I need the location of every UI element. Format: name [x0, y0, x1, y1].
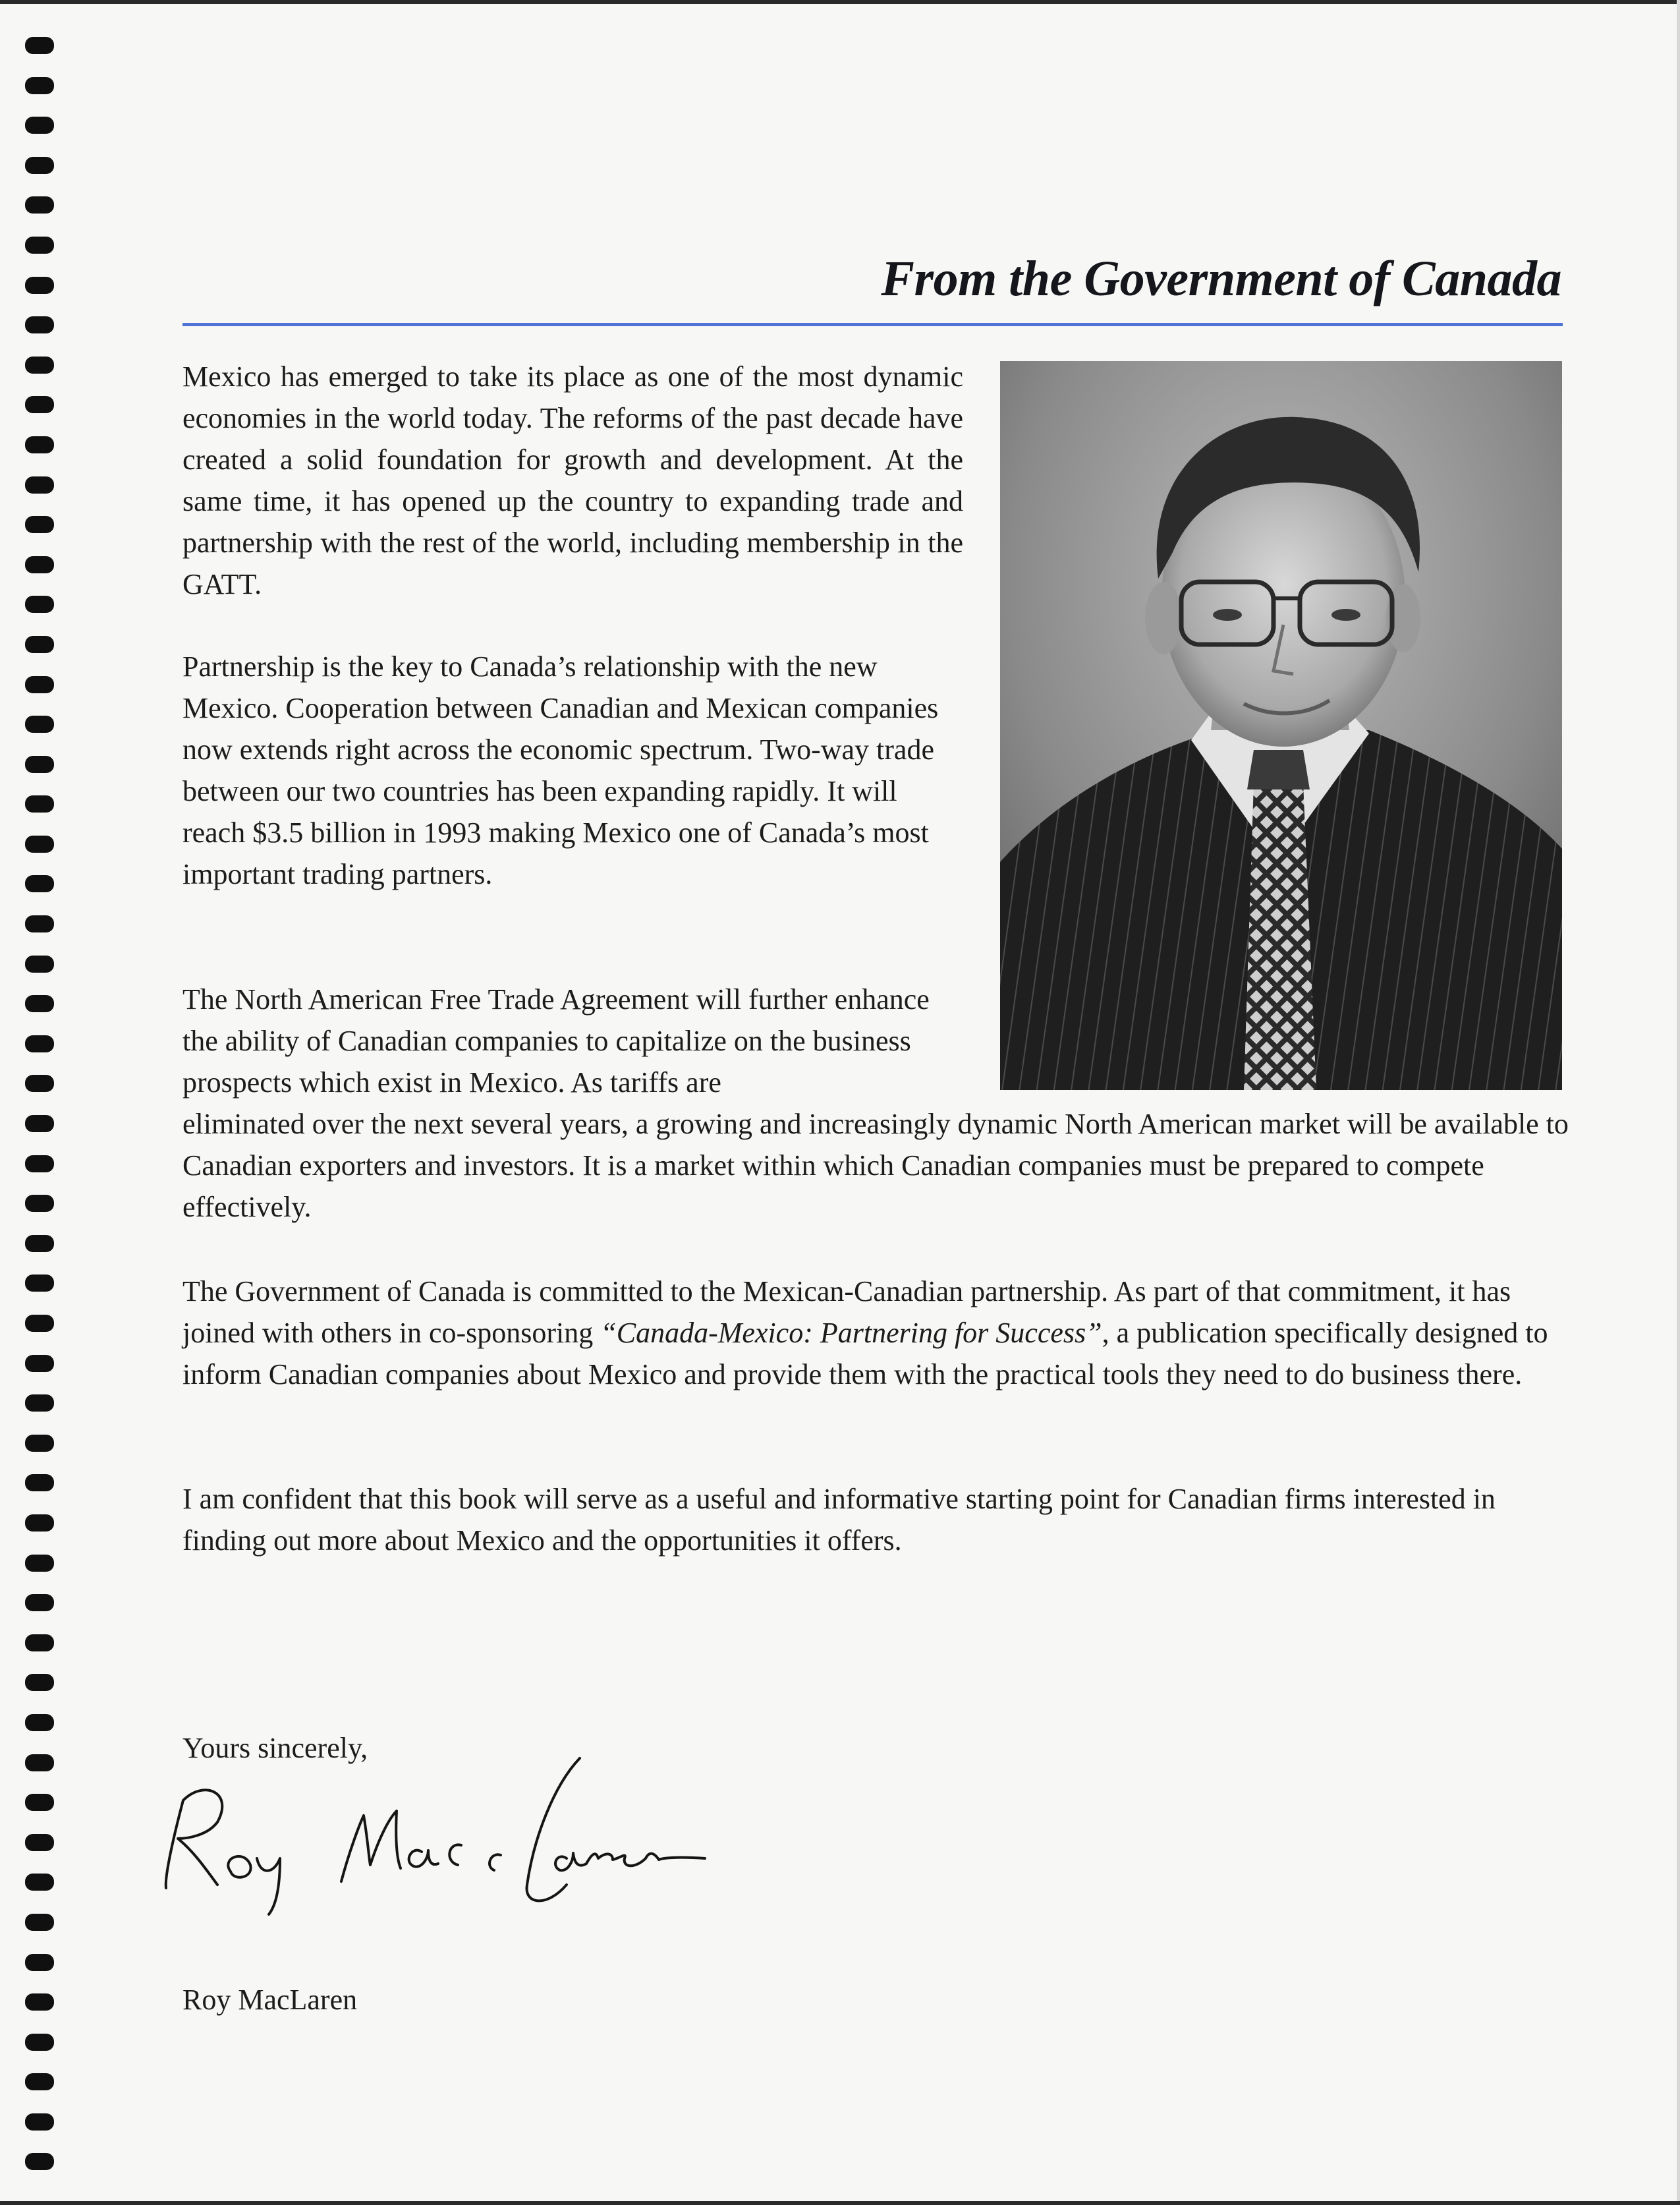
binding-hole [25, 2034, 54, 2051]
binding-hole [25, 556, 54, 573]
binding-hole [25, 1555, 54, 1572]
binding-hole [25, 875, 54, 892]
binding-hole [25, 795, 54, 813]
binding-hole [25, 1155, 54, 1172]
binding-hole [25, 396, 54, 413]
binding-hole [25, 476, 54, 494]
binding-hole [25, 2073, 54, 2090]
binding-hole [25, 636, 54, 653]
binding-hole [25, 995, 54, 1012]
binding-hole [25, 157, 54, 174]
binding-hole [25, 956, 54, 973]
binding-hole [25, 277, 54, 294]
binding-hole [25, 1394, 54, 1412]
title-divider [182, 323, 1563, 326]
binding-hole [25, 1075, 54, 1092]
binding-hole [25, 1714, 54, 1731]
binding-hole [25, 1115, 54, 1132]
page-top-edge [0, 0, 1680, 4]
paragraph-5: I am confident that this book will serve as a useful and informative starting point for Canadian firms interested in finding out more about Mexico and the opportunities it offers. [182, 1483, 1496, 1557]
paragraph-3-part-2: eliminated over the next several years, a growing and increasingly dynamic North American market will be available to Canadian exporters and investors. It is a market within which Canadian companies must be prepared to compete effectively. [182, 1108, 1569, 1223]
paragraph-1: Mexico has emerged to take its place as one of the most dynamic economies in the world today. The reforms of the past decade have created a solid foundation for growth and development. At the same time, it has opened up the country to expanding trade and partnership with the rest of the world, including membership in the GATT. [182, 360, 963, 600]
binding-hole [25, 1274, 54, 1292]
binding-hole [25, 915, 54, 932]
binding-hole [25, 836, 54, 853]
binding-hole [25, 1954, 54, 1971]
binding-hole [25, 1634, 54, 1651]
binding-hole [25, 756, 54, 773]
binding-hole [25, 37, 54, 54]
page-right-edge [1677, 0, 1680, 2205]
paragraph-4 [182, 1271, 1573, 1395]
portrait-photo-icon [1000, 361, 1562, 1090]
signature-icon [158, 1753, 764, 1924]
binding-hole [25, 2113, 54, 2131]
binding-hole [25, 516, 54, 533]
binding-hole [25, 1035, 54, 1052]
paragraph-4-after: , a publication specifically designed to inform Canadian companies about Mexico and provide them with the practical tools they need to do business there. [182, 1317, 1548, 1390]
binding-hole [25, 1355, 54, 1372]
signer-name: Roy MacLaren [182, 1984, 358, 2016]
spiral-binding-icon [25, 37, 55, 2193]
binding-hole [25, 2153, 54, 2170]
binding-hole [25, 1993, 54, 2011]
binding-hole [25, 1674, 54, 1691]
page-title: From the Government of Canada [881, 251, 1561, 306]
binding-hole [25, 237, 54, 254]
binding-hole [25, 1594, 54, 1611]
binding-hole [25, 1474, 54, 1491]
page-bottom-edge [0, 2201, 1680, 2205]
binding-hole [25, 357, 54, 374]
binding-hole [25, 77, 54, 94]
binding-hole [25, 1195, 54, 1212]
binding-hole [25, 1235, 54, 1252]
binding-hole [25, 1874, 54, 1891]
paragraph-4-before: The Government of Canada is committed to the Mexican-Canadian partnership. As part of that commitment, it has joined with others in co-sponsoring [182, 1275, 1511, 1349]
binding-hole [25, 1315, 54, 1332]
closing-salutation: Yours sincerely, [182, 1732, 368, 1764]
binding-hole [25, 316, 54, 333]
binding-hole [25, 196, 54, 214]
binding-hole [25, 676, 54, 693]
binding-hole [25, 1435, 54, 1452]
binding-hole [25, 1794, 54, 1811]
binding-hole [25, 1514, 54, 1532]
binding-hole [25, 1914, 54, 1931]
paragraph-2: Partnership is the key to Canada’s relationship with the new Mexico. Cooperation between Canadian and Mexican companies now extends right across the economic spectrum. Two-way trade between our two countries has been expanding rapidly. It will reach $3.5 billion in 1993 making Mexico one of Canada’s most important trading partners. [182, 650, 939, 890]
binding-hole [25, 1834, 54, 1851]
binding-hole [25, 436, 54, 453]
binding-hole [25, 1754, 54, 1771]
binding-hole [25, 596, 54, 613]
publication-title: “Canada-Mexico: Partnering for Success” [600, 1317, 1102, 1349]
binding-hole [25, 117, 54, 134]
paragraph-3-part-1: The North American Free Trade Agreement will further enhance the ability of Canadian companies to capitalize on the business prospects which exist in Mexico. As tariffs are [182, 983, 930, 1099]
binding-hole [25, 716, 54, 733]
